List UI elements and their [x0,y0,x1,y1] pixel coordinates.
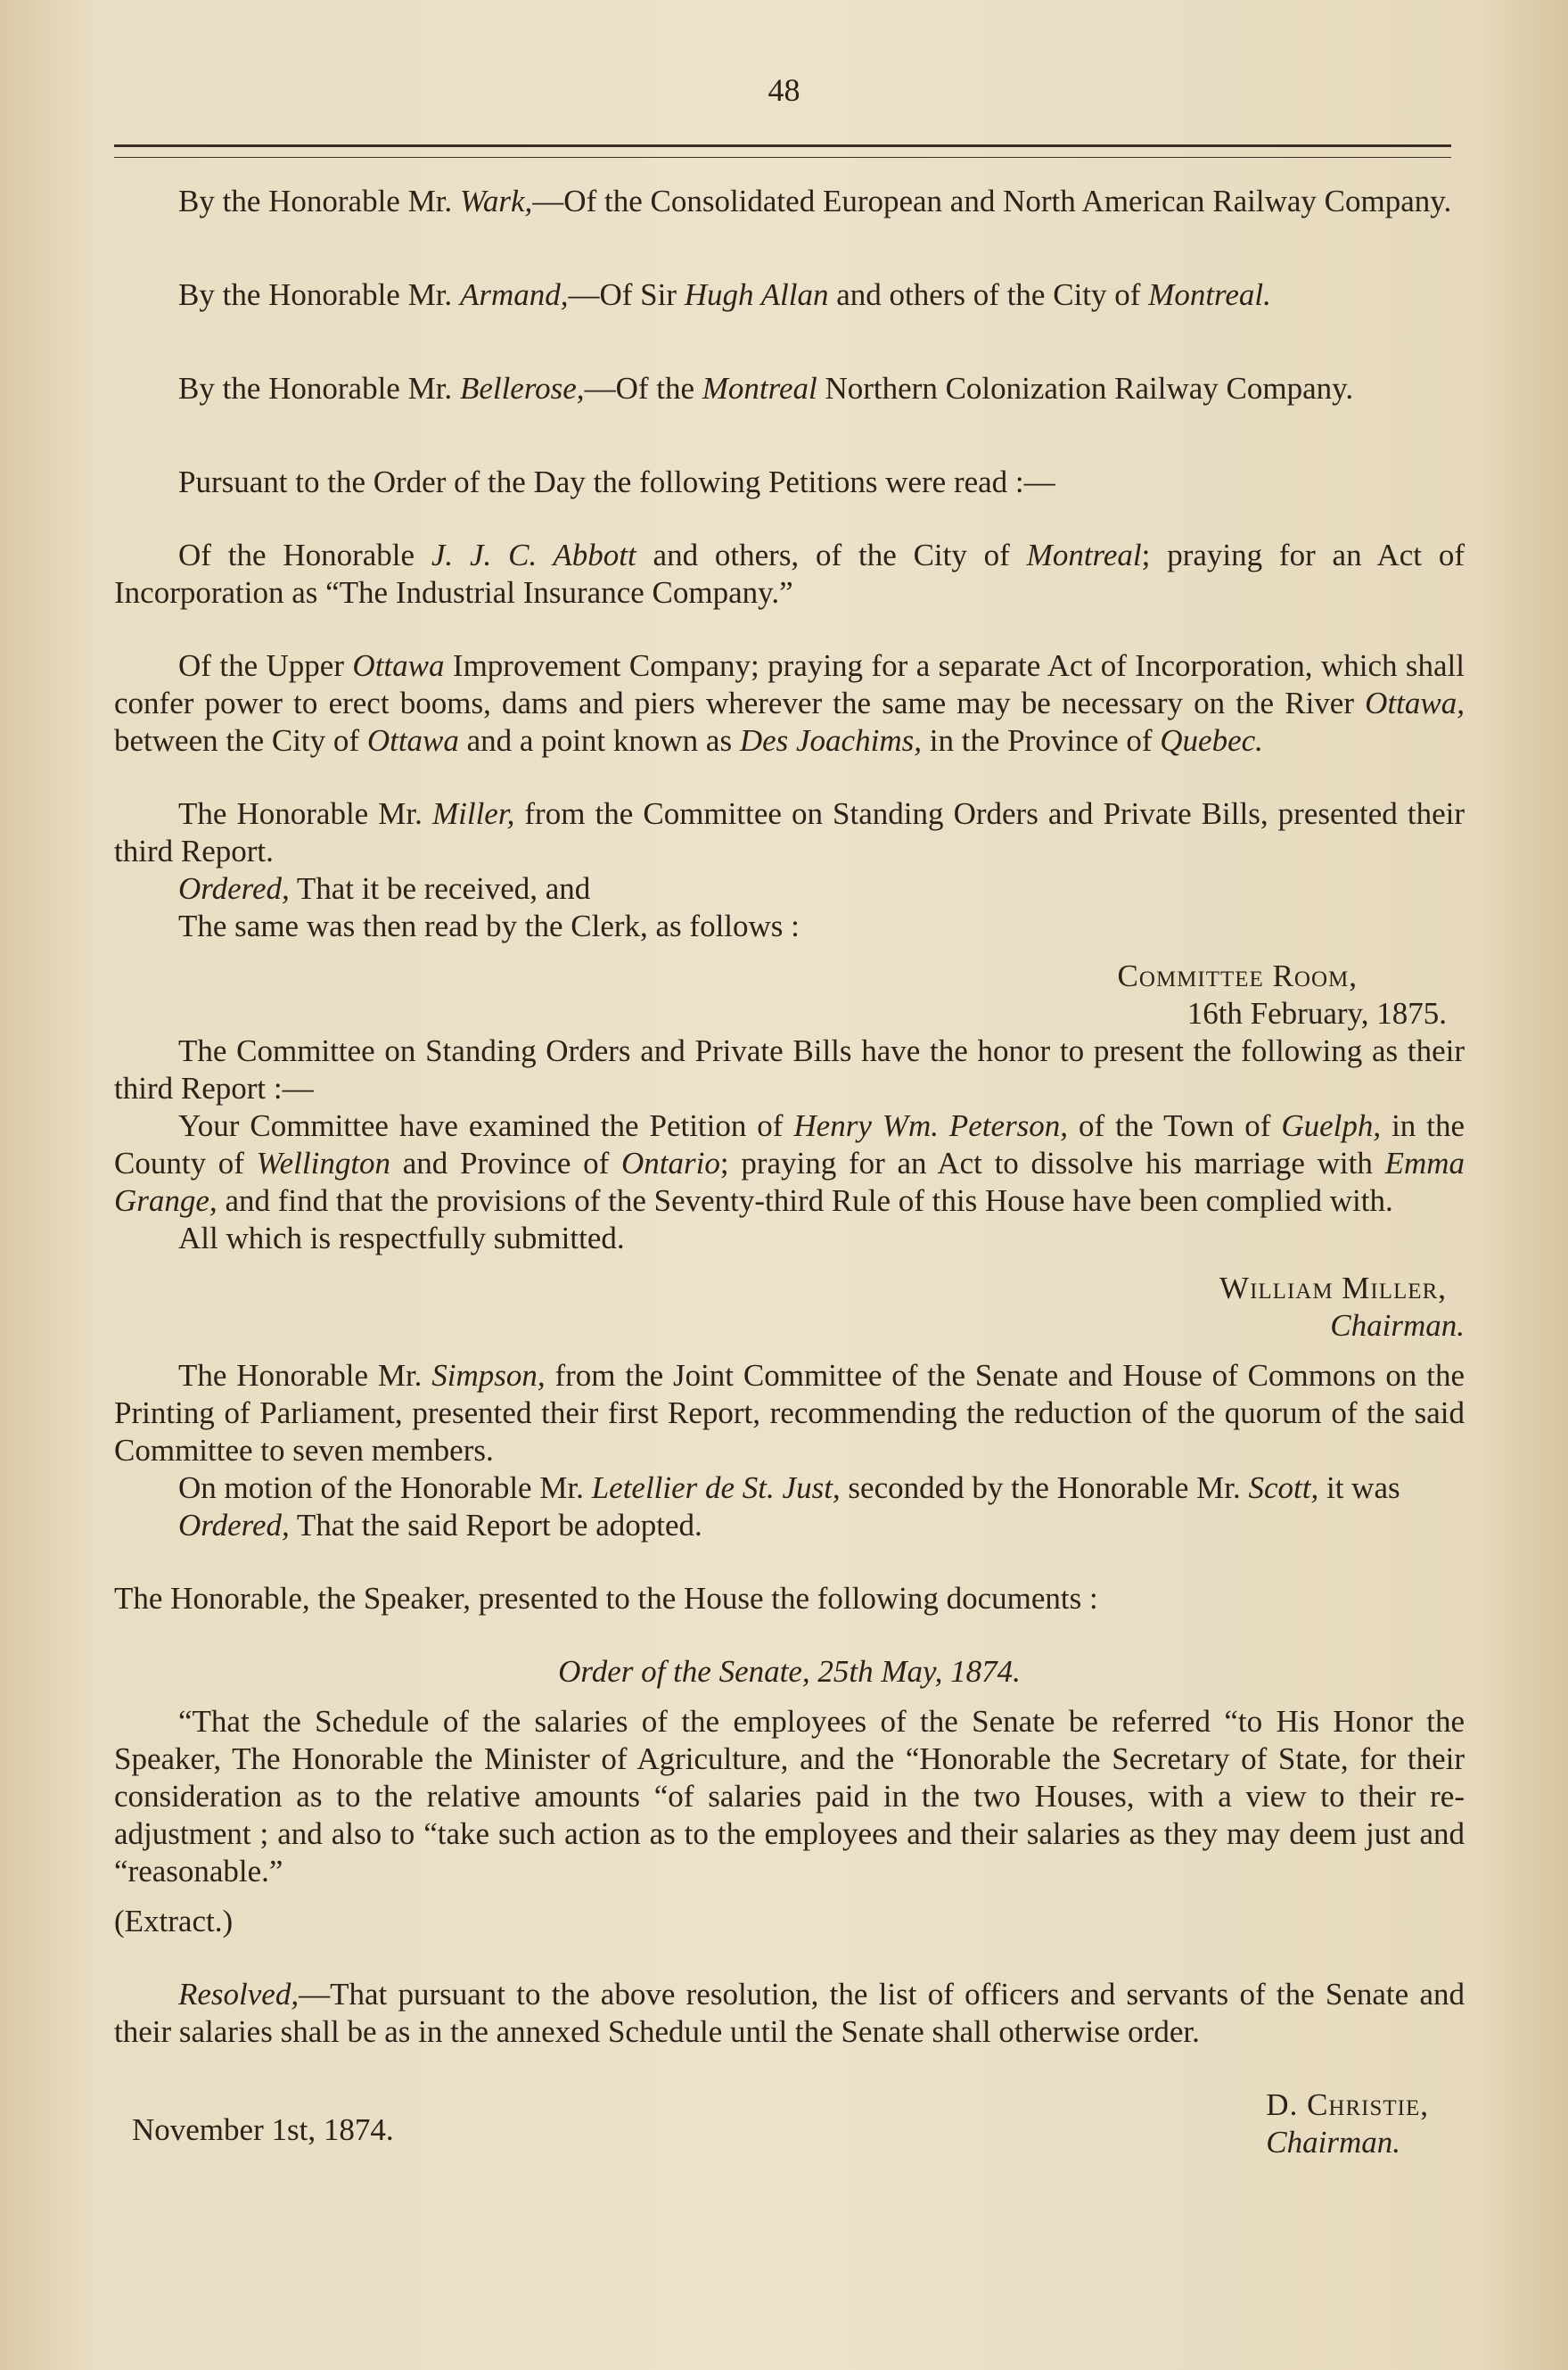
simpson-report: The Honorable Mr. Simpson, from the Joint Committee of the Senate and House of Commons on the Printing of Parliament, presented their first Report, recommending the reduction of the quorum of the said Committee to seven members. [114,1358,1465,1468]
miller-report-intro: The Honorable Mr. Miller, from the Committee on Standing Orders and Private Bills, presented their third Report. [114,796,1465,868]
closing-signature-row [114,2086,1465,2161]
report-signer-title: Chairman. [1330,1308,1465,1343]
petition-ottawa: Of the Upper Ottawa Improvement Company; praying for a separate Act of Incorporation, which shall confer power to erect booms, dams and piers wherever the same may be necessary on the River Ottawa, between the City of Ottawa and a point known as Des Joachims, in the Province of Quebec. [114,648,1465,758]
extract-label: (Extract.) [114,1904,234,1938]
header-rule-thick [114,144,1451,147]
simpson-ordered: Ordered, That the said Report be adopted. [178,1508,702,1543]
closing-signer-title: Chairman. [1266,2125,1401,2160]
report-signer: William Miller, [1219,1271,1447,1305]
simpson-motion: On motion of the Honorable Mr. Letellier de St. Just, seconded by the Honorable Mr. Scott, it was [178,1470,1400,1505]
page-body [114,183,1465,2161]
report-submitted: All which is respectfully submitted. [178,1221,625,1255]
report-date: 16th February, 1875. [1186,996,1447,1031]
order-of-day: Pursuant to the Order of the Day the following Petitions were read :— [178,465,1055,499]
miller-ordered: Ordered, That it be received, and [178,871,591,906]
resolution-quote: “That the Schedule of the salaries of the employees of the Senate be referred “to His Honor the Speaker, The Honorable the Minister of Agriculture, and the “Honorable the Secretary of State, for their consideration as to the relative amounts “of salaries paid in the two Houses, with a view to their re-adjustment ; and also to “take such action as to the employees and their salaries as they may deem just and “reasonable.” [114,1704,1465,1889]
report-body: Your Committee have examined the Petition of Henry Wm. Peterson, of the Town of Guelph, in the County of Wellington and Province of Ontario; praying for an Act to dissolve his marriage with Emma Grange, and find that the provisions of the Seventy-third Rule of this House have been complied with. [114,1108,1465,1218]
order-heading: Order of the Senate, 25th May, 1874. [558,1654,1021,1689]
report-preamble: The Committee on Standing Orders and Private Bills have the honor to present the following as their third Report :— [114,1033,1465,1106]
petition-abbott: Of the Honorable J. J. C. Abbott and others, of the City of Montreal; praying for an Act of Incorporation as “The Industrial Insurance Company.” [114,538,1465,610]
miller-read: The same was then read by the Clerk, as follows : [178,909,800,943]
page-number: 48 [768,72,800,108]
closing-signer: D. Christie, [1266,2087,1429,2122]
petition-bellerose: By the Honorable Mr. Bellerose,—Of the Montreal Northern Colonization Railway Company. [178,371,1354,406]
committee-room: Committee Room, [1117,959,1358,993]
closing-signature [1266,2086,1465,2161]
petition-wark: By the Honorable Mr. Wark,—Of the Consolidated European and North American Railway Company. [178,184,1452,218]
resolved-paragraph: Resolved,—That pursuant to the above resolution, the list of officers and servants of the Senate and their salaries shall be as in the annexed Schedule until the Senate shall otherwise order. [114,1977,1465,2049]
header-rule-thin [114,157,1451,158]
speaker-documents: The Honorable, the Speaker, presented to the House the following documents : [114,1581,1098,1616]
petition-armand: By the Honorable Mr. Armand,—Of Sir Hugh Allan and others of the City of Montreal. [178,277,1271,312]
closing-date: November 1st, 1874. [132,2112,394,2147]
